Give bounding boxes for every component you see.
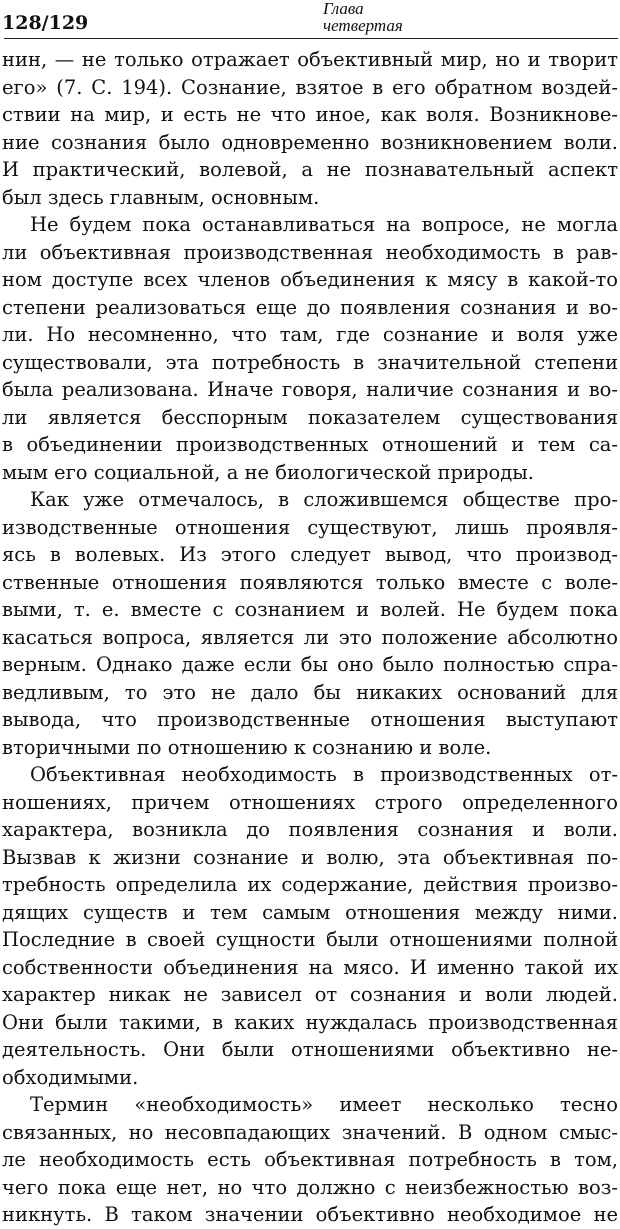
text-line: Последние в своей сущности были отношениями полной [2, 928, 618, 951]
text-line: верным. Однако даже если бы оно было полностью спра- [2, 653, 618, 676]
text-line: в объединении производственных отношений и тем са- [2, 433, 618, 456]
running-head [323, 0, 403, 34]
text-line: Они были такими, в каких нуждалась производственная [2, 1010, 618, 1034]
text-line: ли. Но несомненно, что там, где сознание и воля уже [2, 323, 618, 346]
text-line: Объективная необходимость в производственных от- [30, 763, 618, 786]
text-line: степени реализоваться еще до появления сознания и во- [2, 295, 618, 319]
text-line: его» (7. С. 194). Сознание, взятое в его обратном воздей- [2, 75, 618, 99]
page-number: 128/129 [2, 12, 89, 34]
text-line: никнуть. В таком значении объективно необходимое не [2, 1203, 618, 1226]
text-line: деятельность. Они были отношениями объективно не- [2, 1038, 618, 1061]
text-line: И практический, волевой, а не познавательный аспект [2, 158, 618, 181]
text-line: ли объективная производственная необходимость в рав- [2, 240, 618, 264]
text-line: ственные отношения появляются только вместе с воле- [2, 570, 618, 594]
text-line: Не будем пока останавливаться на вопросе, не могла [30, 213, 618, 236]
text-line: ясь в волевых. Из этого следует вывод, что производ- [2, 543, 618, 566]
text-line: Термин «необходимость» имеет несколько тесно [30, 1093, 618, 1116]
text-line: обходимыми. [2, 1065, 139, 1089]
text-line: была реализована. Иначе говоря, наличие сознания и во- [2, 378, 618, 401]
text-line: вывода, что производственные отношения выступают [2, 708, 618, 731]
text-line: характера, возникла до появления сознания и воли. [2, 818, 618, 841]
text-line: требность определила их содержание, действия произво- [2, 873, 618, 896]
text-line: изводственные отношения существуют, лишь проявля- [2, 515, 618, 539]
text-line: Как уже отмечалось, в сложившемся обществе про- [30, 488, 618, 511]
header-rule [4, 38, 618, 39]
text-line: нин, — не только отражает объективный мир, но и творит [2, 48, 618, 71]
text-line: дящих существ и тем самым отношения между ними. [2, 900, 618, 924]
text-line: Вызвав к жизни сознание и волю, эта объективная по- [2, 845, 618, 869]
chapter-label: Глава [323, 0, 364, 18]
text-line: чего пока еще нет, но что должно с неизбежностью воз- [2, 1175, 618, 1199]
text-line: ведливым, то это не дало бы никаких оснований для [2, 680, 618, 704]
text-line: выми, т. е. вместе с сознанием и волей. Не будем пока [2, 598, 618, 621]
chapter-number: четвертая [323, 16, 403, 35]
text-line: касаться вопроса, является ли это положение абсолютно [2, 625, 618, 649]
text-line: существовали, эта потребность в значительной степени [2, 350, 618, 374]
text-line: ле необходимость есть объективная потребность в том, [2, 1148, 618, 1171]
text-line: вторичными по отношению к сознанию и воле. [2, 735, 492, 759]
text-line: ние сознания было одновременно возникновением воли. [2, 130, 618, 154]
text-line: мым его социальной, а не биологической природы. [2, 460, 534, 484]
text-line: ствии на мир, и есть не что иное, как воля. Возникнове- [2, 103, 618, 126]
text-line: был здесь главным, основным. [2, 185, 320, 209]
text-line: связанных, но несовпадающих значений. В одном смыс- [2, 1120, 618, 1144]
body-text [2, 46, 618, 1229]
text-line: ли является бесспорным показателем существования [2, 405, 618, 429]
text-line: ношениях, причем отношениях строго определенного [2, 790, 618, 814]
text-line: собственности объединения на мясо. И именно такой их [2, 955, 618, 979]
text-line: характер никак не зависел от сознания и воли людей. [2, 983, 618, 1006]
text-line: ном доступе всех членов объединения к мясу в какой-то [2, 268, 618, 291]
running-header [2, 0, 618, 40]
